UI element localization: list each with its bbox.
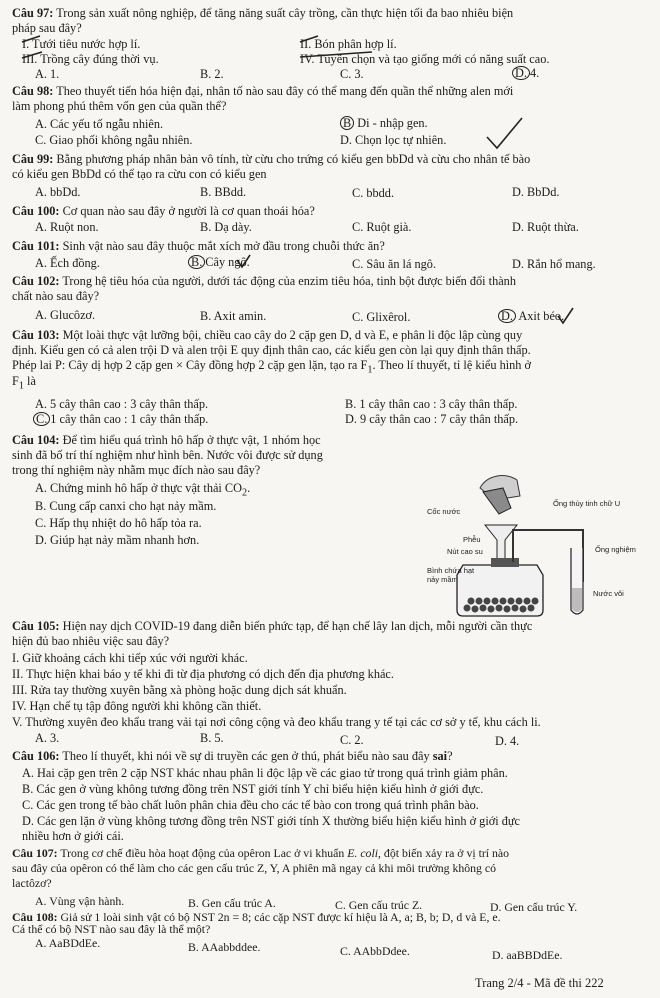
q104-option-d[interactable]: D. Giúp hạt nảy mầm nhanh hơn. (35, 533, 200, 547)
q98-option-c[interactable]: C. Giao phối không ngẫu nhiên. (35, 133, 193, 147)
label-test-tube: Ống nghiệm (595, 545, 636, 554)
q106-option-c[interactable]: C. Các gen trong tế bào chất luôn phân chia đều cho các tế bào con trong quá trình phân bào. (22, 798, 479, 812)
q104-option-a[interactable]: A. Chứng minh hô hấp ở thực vật thải $CO_2$. (35, 481, 251, 499)
answer-circle-mark: C. (33, 412, 50, 426)
q104-stem: Câu 104: Để tìm hiểu quá trình hô hấp ở thực vật, 1 nhóm học (12, 433, 321, 447)
q106-option-a[interactable]: A. Hai cặp gen trên 2 cặp NST khác nhau phân li độc lập về các giao tử trong quá trình giảm phân. (22, 766, 508, 780)
q108-stem-2: Cá thể có bộ NST nào sau đây là thể một? (12, 922, 211, 936)
q106-option-d[interactable]: D. Các gen lặn ở vùng không tương đồng trên NST giới tính X thường biểu hiện kiểu hình ở giới đực (22, 814, 521, 828)
q98-option-a[interactable]: A. Các yếu tố ngẫu nhiên. (35, 117, 164, 131)
label-funnel: Phễu (463, 535, 481, 544)
q102-option-a[interactable]: A. Glucôzơ. (35, 308, 96, 322)
label-jar-2: nảy mầm (427, 575, 458, 584)
q108-stem: Câu 108: Giả sử 1 loài sinh vật có bộ NST 2n = 8; các cặp NST được kí hiệu là A, a; B, b; D, d và E, e. (12, 910, 501, 924)
q99-option-c[interactable]: C. bbdd. (352, 186, 395, 200)
q101-option-b[interactable]: B. Cây ngô. (188, 255, 250, 269)
q100-option-a[interactable]: A. Ruột non. (35, 220, 99, 234)
tick-mark-q101 (237, 255, 250, 267)
tick-mark-q98 (487, 118, 522, 148)
strike-mark-iv (300, 52, 372, 57)
q103-stem-4: $F_1$ là (12, 374, 36, 392)
q103-option-a[interactable]: A. 5 cây thân cao : 3 cây thân thấp. (35, 397, 209, 411)
strike-mark-iii (22, 52, 42, 58)
q103-stem-3: Phép lai P: Cây dị hợp 2 cặp gen × Cây đồng hợp 2 cặp gen lặn, tạo ra $F_1$. Theo lí thuyết, tỉ lệ kiểu hình ở (12, 358, 532, 376)
label-jar-1: Bình chứa hạt (427, 566, 475, 575)
label-stopper: Nút cao su (447, 547, 483, 556)
q105-item-3: III. Rửa tay thường xuyên bằng xà phòng hoặc dung dịch sát khuẩn. (12, 683, 347, 697)
q105-option-d[interactable]: D. 4. (495, 734, 520, 748)
q97-option-a[interactable]: A. 1. (35, 67, 60, 81)
q103-option-b[interactable]: B. 1 cây thân cao : 3 cây thân thấp. (345, 397, 518, 411)
q105-option-c[interactable]: C. 2. (340, 733, 364, 747)
q108-option-c[interactable]: C. AAbbDdee. (340, 944, 410, 958)
q105-option-b[interactable]: B. 5. (200, 731, 224, 745)
q101-stem: Câu 101: Sinh vật nào sau đây thuộc mắt xích mở đầu trong chuỗi thức ăn? (12, 239, 385, 253)
answer-circle-mark: D. (512, 66, 530, 80)
q97-option-b[interactable]: B. 2. (200, 67, 224, 81)
q105-item-5: V. Thường xuyên đeo khẩu trang vải tại nơi công cộng và đeo khẩu trang y tế tại các cơ sở y tế, khu cách li. (12, 715, 541, 729)
q97-item-2: II. Bón phân hợp lí. (300, 37, 397, 51)
q106-stem: Câu 106: Theo lí thuyết, khi nói về sự di truyền các gen ở thú, phát biểu nào sau đây sai? (12, 749, 453, 763)
q106-option-b[interactable]: B. Các gen ở vùng không tương đồng trên NST giới tính Y chỉ biểu hiện kiểu hình ở giới đực. (22, 782, 484, 796)
q107-option-b[interactable]: B. Gen cấu trúc A. (188, 896, 276, 910)
q102-option-b[interactable]: B. Axit amin. (200, 309, 267, 323)
q104-stem-2: sinh đã bố trí thí nghiệm như hình bên. Nước vôi được sử dụng (12, 448, 323, 462)
q104-option-c[interactable]: C. Hấp thụ nhiệt do hô hấp tỏa ra. (35, 516, 202, 530)
q108-option-d[interactable]: D. aaBBDdEe. (492, 948, 563, 962)
q105-item-2: II. Thực hiện khai báo y tế khi đi từ địa phương có dịch đến địa phương khác. (12, 667, 394, 681)
q97-item-3: III. Trồng cây đúng thời vụ. (22, 52, 159, 66)
q103-option-d[interactable]: D. 9 cây thân cao : 7 cây thân thấp. (345, 412, 519, 426)
q107-stem-3: lactôzơ? (12, 876, 52, 890)
strike-mark-i (22, 36, 40, 42)
q97-option-c[interactable]: C. 3. (340, 67, 364, 81)
q99-stem-2: có kiểu gen BbDd có thể tạo ra cừu con có kiểu gen (12, 167, 267, 181)
q107-option-a[interactable]: A. Vùng vận hành. (35, 894, 125, 908)
q106-option-d-cont: nhiều hơn ở giới cái. (22, 829, 124, 843)
q97-option-d[interactable]: D. 4. (512, 66, 539, 80)
q99-option-a[interactable]: A. bbDd. (35, 185, 81, 199)
strike-mark-ii (300, 36, 318, 42)
q98-option-b[interactable]: B Di - nhập gen. (340, 116, 428, 130)
answer-circle-mark: B. (188, 255, 205, 269)
q105-item-1: I. Giữ khoảng cách khi tiếp xúc với người khác. (12, 651, 248, 665)
q102-stem-2: chất nào sau đây? (12, 289, 100, 303)
label-limewater: Nước vôi (593, 589, 624, 598)
q97-stem: Câu 97: Trong sản xuất nông nghiệp, để tăng năng suất cây trồng, cần thực hiện tối đa bao nhiêu biện (12, 6, 514, 20)
q108-option-a[interactable]: A. AaBDdEe. (35, 936, 101, 950)
q102-stem: Câu 102: Trong hệ tiêu hóa của người, dưới tác động của enzim tiêu hóa, tinh bột được biến đổi thành (12, 274, 516, 288)
q105-stem-2: hiện đủ bao nhiêu việc sau đây? (12, 634, 170, 648)
q107-stem: Câu 107: Trong cơ chế điều hòa hoạt động của opêron Lac ở vi khuẩn E. coli, đột biến xảy ra ở vị trí nào (12, 846, 510, 860)
q99-stem: Câu 99: Bằng phương pháp nhân bản vô tính, từ cừu cho trứng có kiểu gen bbDd và cừu cho nhân tế bào (12, 152, 531, 166)
q98-stem: Câu 98: Theo thuyết tiến hóa hiện đại, nhân tố nào sau đây có thể mang đến quần thể những alen mới (12, 84, 514, 98)
q103-option-c[interactable]: C. 1 cây thân cao : 1 cây thân thấp. (33, 412, 208, 426)
q99-option-d[interactable]: D. BbDd. (512, 185, 560, 199)
q98-stem-2: làm phong phú thêm vốn gen của quần thể? (12, 99, 227, 113)
page-footer: Trang 2/4 - Mã đề thi 222 (475, 976, 604, 990)
q100-option-c[interactable]: C. Ruột già. (352, 220, 412, 234)
q102-option-c[interactable]: C. Glixêrol. (352, 310, 411, 324)
q104-stem-3: trong thí nghiệm này nhằm mục đích nào sau đây? (12, 463, 261, 477)
q97-stem-2: pháp sau đây? (12, 21, 82, 35)
tick-mark-q102 (558, 308, 573, 323)
q101-option-c[interactable]: C. Sâu ăn lá ngô. (352, 257, 437, 271)
q101-option-d[interactable]: D. Rắn hổ mang. (512, 257, 596, 271)
q98-option-d[interactable]: D. Chọn lọc tự nhiên. (340, 133, 447, 147)
q105-stem: Câu 105: Hiện nay dịch COVID-19 đang diễn biến phức tạp, để hạn chế lây lan dịch, mỗi người cần thực (12, 619, 533, 633)
q101-option-a[interactable]: A. Ếch đồng. (35, 256, 100, 270)
q107-option-d[interactable]: D. Gen cấu trúc Y. (490, 900, 578, 914)
q104-option-b[interactable]: B. Cung cấp canxi cho hạt nảy mầm. (35, 499, 217, 513)
label-u-tube: Ống thủy tinh chữ U (553, 499, 621, 508)
q105-item-4: IV. Hạn chế tụ tập đông người khi không cần thiết. (12, 699, 262, 713)
answer-circle-mark: B (340, 116, 354, 130)
q99-option-b[interactable]: B. BBdd. (200, 185, 247, 199)
q107-option-c[interactable]: C. Gen cấu trúc Z. (335, 898, 423, 912)
q100-stem: Câu 100: Cơ quan nào sau đây ở người là cơ quan thoái hóa? (12, 204, 315, 218)
q107-stem-2: sau đây của opêron có thể làm cho các gen cấu trúc Z, Y, A phiên mã ngay cả khi môi trường không có (12, 861, 497, 875)
q97-item-4: IV. Tuyển chọn và tạo giống mới có năng suất cao. (300, 52, 550, 66)
q97-item-1: I. Tưới tiêu nước hợp lí. (22, 37, 141, 51)
q103-stem-2: định. Kiểu gen có cả alen trội D và alen trội E quy định thân cao, các kiểu gen còn lại quy định thân thấp. (12, 343, 531, 357)
q100-option-d[interactable]: D. Ruột thừa. (512, 220, 579, 234)
q103-stem: Câu 103: Một loài thực vật lưỡng bội, chiều cao cây do 2 cặp gen D, d và E, e phân li độc lập cùng quy (12, 328, 523, 342)
q102-option-d[interactable]: D. Axit béo. (498, 309, 564, 323)
label-water-cup: Cốc nước (427, 507, 461, 516)
q108-option-b[interactable]: B. AAabbddee. (188, 940, 261, 954)
q100-option-b[interactable]: B. Dạ dày. (200, 220, 252, 234)
q105-option-a[interactable]: A. 3. (35, 731, 60, 745)
answer-circle-mark: D. (498, 309, 516, 323)
